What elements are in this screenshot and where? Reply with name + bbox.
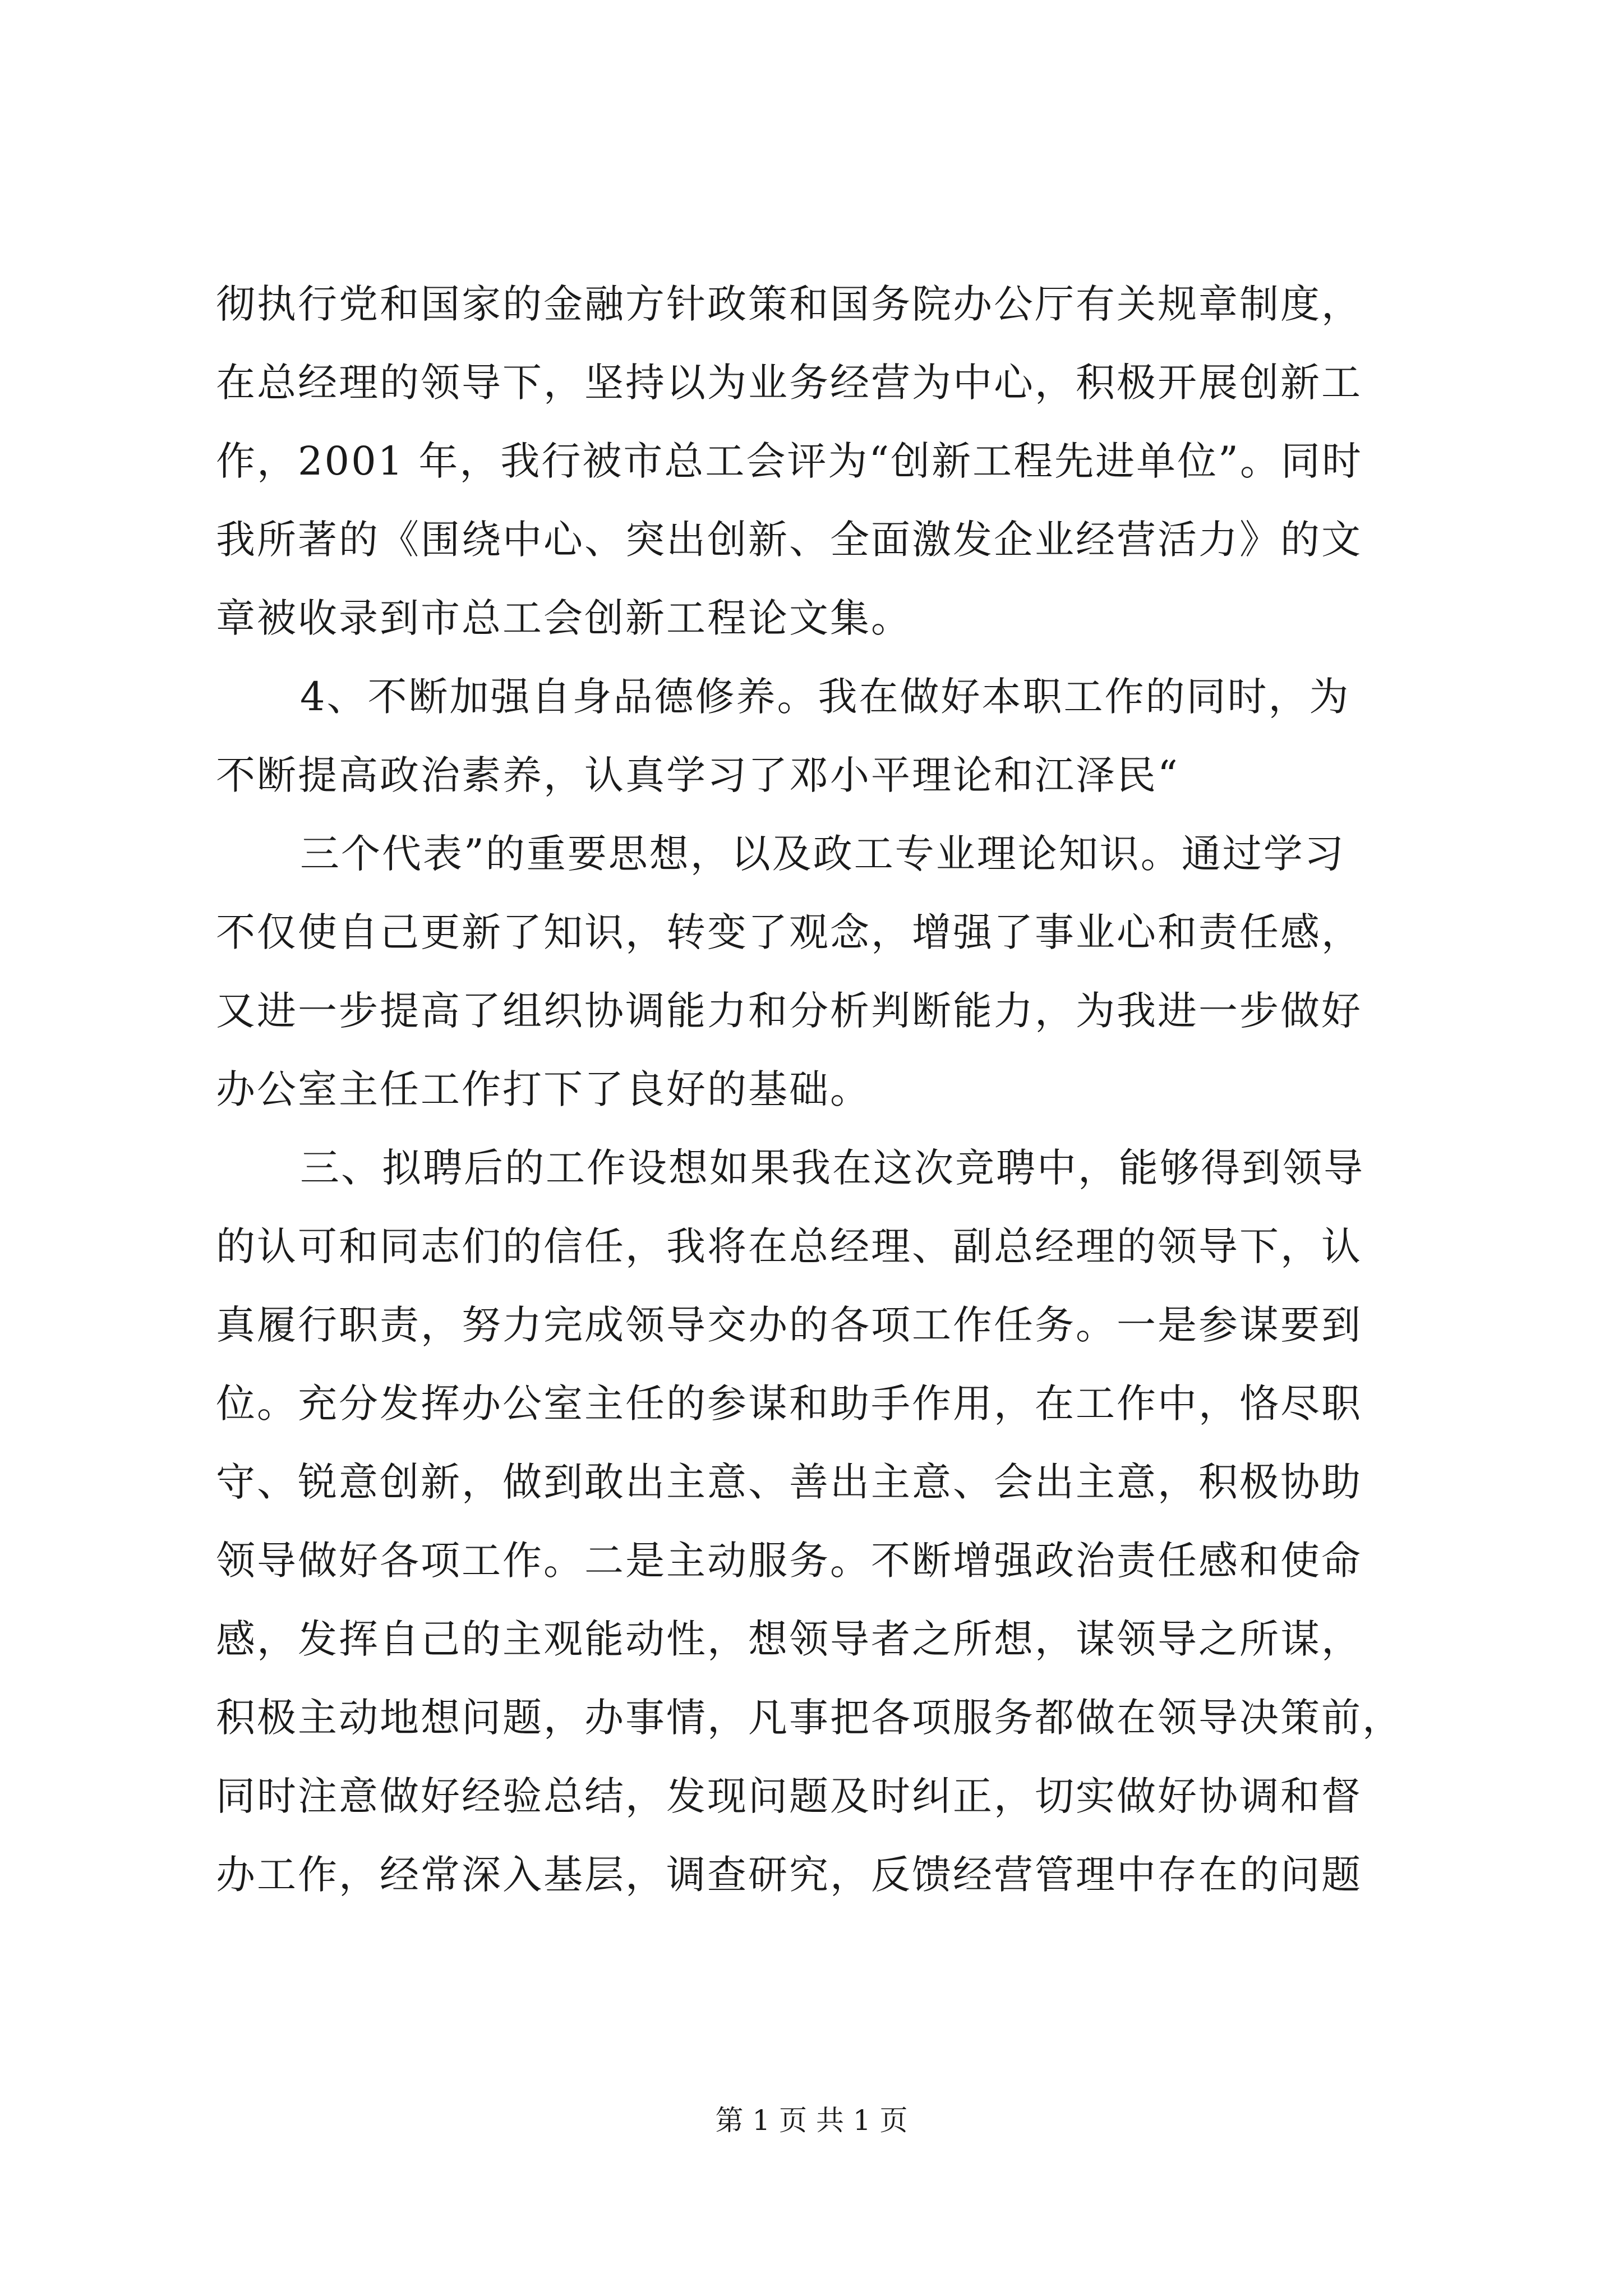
text-line: 章被收录到市总工会创新工程论文集。 bbox=[216, 595, 912, 641]
text-line: 积极主动地想问题，办事情，凡事把各项服务都做在领导决策前， bbox=[216, 1695, 1403, 1741]
text-line: 在总经理的领导下，坚持以为业务经营为中心，积极开展创新工 bbox=[216, 360, 1362, 406]
text-line: 守、锐意创新，做到敢出主意、善出主意、会出主意，积极协助 bbox=[216, 1459, 1362, 1505]
text-line: 同时注意做好经验总结，发现问题及时纠正，切实做好协调和督 bbox=[216, 1773, 1362, 1819]
text-line: 位。充分发挥办公室主任的参谋和助手作用，在工作中，恪尽职 bbox=[216, 1381, 1362, 1427]
text-line: 领导做好各项工作。二是主动服务。不断增强政治责任感和使命 bbox=[216, 1538, 1362, 1584]
text-line: 彻执行党和国家的金融方针政策和国务院办公厅有关规章制度， bbox=[216, 281, 1362, 327]
text-line: 又进一步提高了组织协调能力和分析判断能力，为我进一步做好 bbox=[216, 988, 1362, 1034]
text-line: 不断提高政治素养，认真学习了邓小平理论和江泽民“ bbox=[216, 752, 1179, 798]
text-line: 办公室主任工作打下了良好的基础。 bbox=[216, 1066, 871, 1112]
text-line: 我所著的《围绕中心、突出创新、全面激发企业经营活力》的文 bbox=[216, 517, 1362, 563]
paragraph-start-line: 三个代表”的重要思想，以及政工专业理论知识。通过学习 bbox=[300, 831, 1345, 877]
paragraph-start-line: 4、不断加强自身品德修养。我在做好本职工作的同时，为 bbox=[300, 674, 1350, 720]
text-line: 作，2001 年，我行被市总工会评为“创新工程先进单位”。同时 bbox=[216, 438, 1363, 484]
paragraph-start-line: 三、拟聘后的工作设想如果我在这次竞聘中，能够得到领导 bbox=[300, 1145, 1364, 1191]
text-line: 真履行职责，努力完成领导交办的各项工作任务。一是参谋要到 bbox=[216, 1302, 1362, 1348]
text-line: 不仅使自己更新了知识，转变了观念，增强了事业心和责任感， bbox=[216, 909, 1362, 955]
text-line: 办工作，经常深入基层，调查研究，反馈经营管理中存在的问题 bbox=[216, 1852, 1362, 1898]
page-footer: 第 1 页 共 1 页 bbox=[715, 2104, 908, 2137]
text-line: 感，发挥自己的主观能动性，想领导者之所想，谋领导之所谋， bbox=[216, 1616, 1362, 1662]
text-line: 的认可和同志们的信任，我将在总经理、副总经理的领导下，认 bbox=[216, 1223, 1362, 1269]
